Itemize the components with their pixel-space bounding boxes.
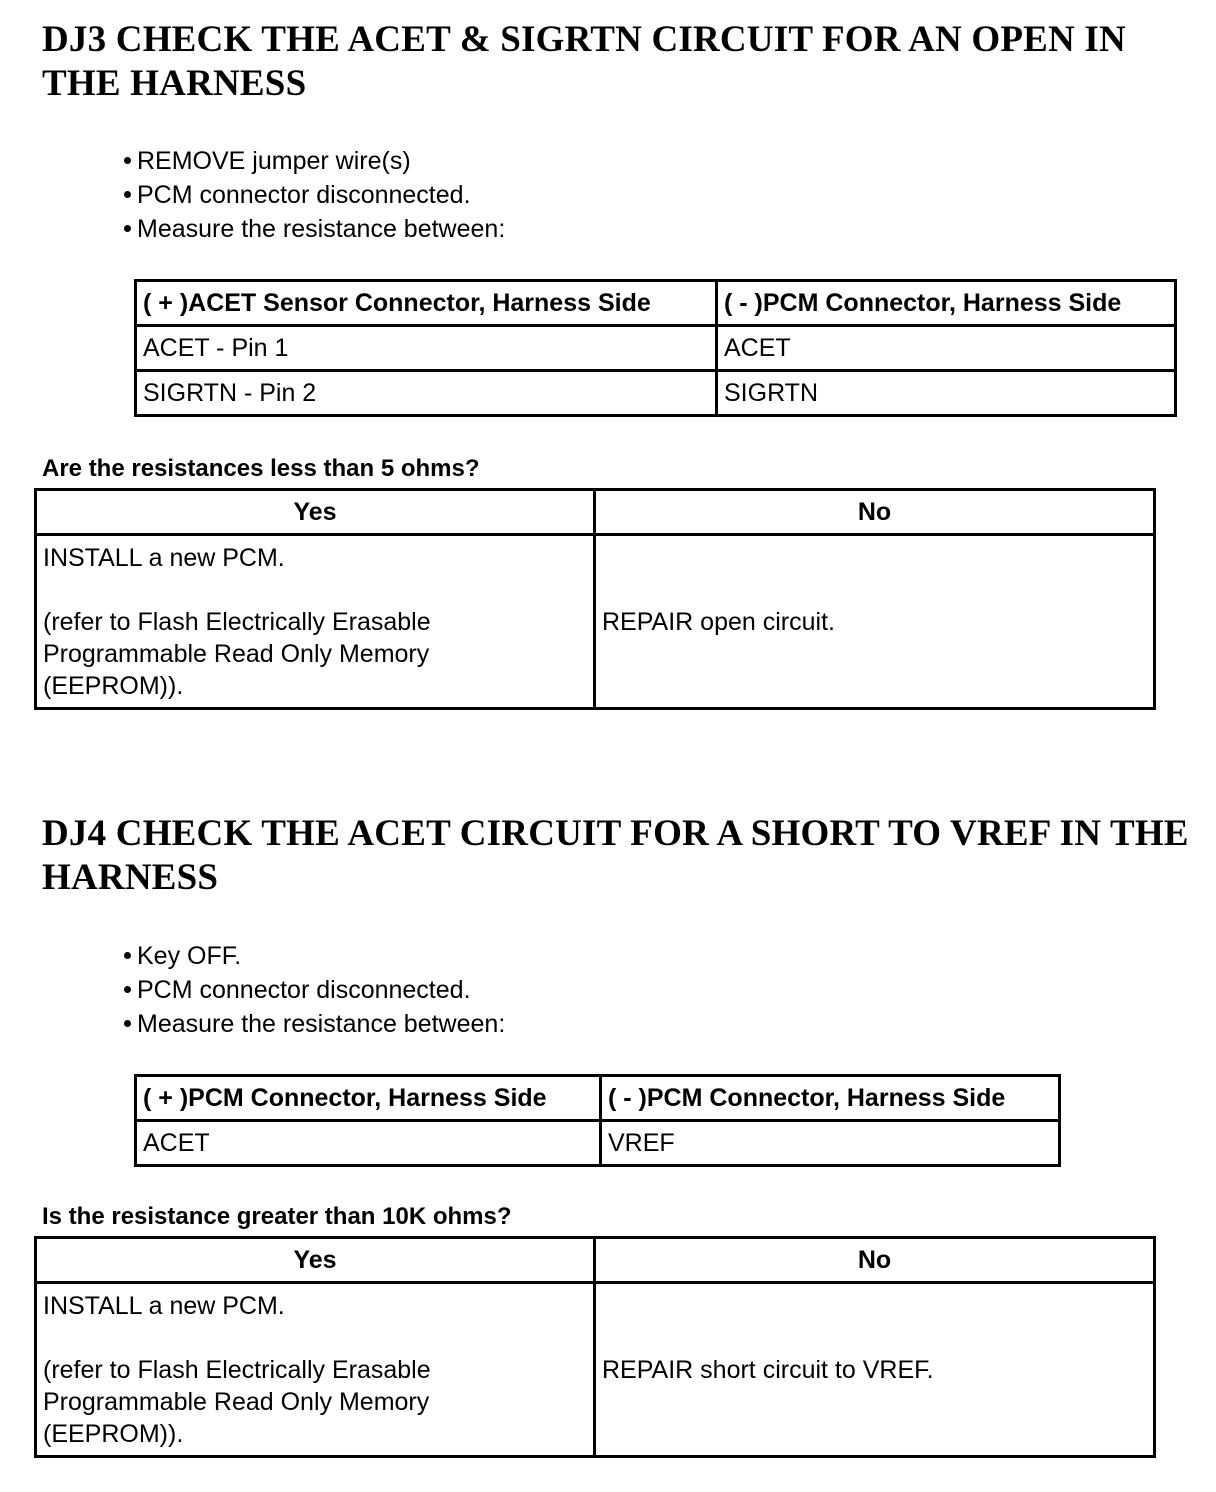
list-item: PCM connector disconnected. bbox=[124, 973, 505, 1007]
table-row bbox=[36, 535, 1155, 709]
table-row bbox=[136, 1121, 1060, 1166]
yes-header: Yes bbox=[36, 490, 595, 535]
table-header-cell: ( + )ACET Sensor Connector, Harness Side bbox=[136, 281, 717, 326]
bullet-icon bbox=[124, 157, 131, 164]
dj3-question: Are the resistances less than 5 ohms? bbox=[42, 455, 480, 482]
table-header-cell: ( - )PCM Connector, Harness Side bbox=[717, 281, 1176, 326]
dj4-steps bbox=[124, 939, 505, 1041]
dj4-title: DJ4 CHECK THE ACET CIRCUIT FOR A SHORT TO VREF IN THE HARNESS bbox=[42, 813, 1189, 898]
list-item: Key OFF. bbox=[124, 939, 505, 973]
dj3-title: DJ3 CHECK THE ACET & SIGRTN CIRCUIT FOR AN OPEN IN THE HARNESS bbox=[42, 19, 1126, 104]
table-cell: ACET bbox=[136, 1121, 601, 1166]
list-item: Measure the resistance between: bbox=[124, 212, 505, 246]
no-cell: REPAIR short circuit to VREF. bbox=[595, 1283, 1155, 1457]
no-header: No bbox=[595, 1238, 1155, 1283]
table-header-row bbox=[36, 490, 1155, 535]
table-header-row bbox=[36, 1238, 1155, 1283]
yes-action: INSTALL a new PCM. bbox=[43, 1292, 285, 1320]
table-header-row bbox=[136, 1076, 1060, 1121]
list-item: Measure the resistance between: bbox=[124, 1007, 505, 1041]
bullet-icon bbox=[124, 952, 131, 959]
table-cell: SIGRTN - Pin 2 bbox=[136, 371, 717, 416]
dj4-question: Is the resistance greater than 10K ohms? bbox=[42, 1203, 512, 1230]
table-header-cell: ( + )PCM Connector, Harness Side bbox=[136, 1076, 601, 1121]
dj4-measure-table bbox=[134, 1074, 1061, 1167]
bullet-icon bbox=[124, 191, 131, 198]
no-header: No bbox=[595, 490, 1155, 535]
table-cell: VREF bbox=[601, 1121, 1060, 1166]
yes-reference: (refer to Flash Electrically Erasable Programmable Read Only Memory (EEPROM)). bbox=[43, 1356, 431, 1448]
yes-cell bbox=[36, 1283, 595, 1457]
dj3-measure-table bbox=[134, 279, 1177, 417]
table-cell: ACET bbox=[717, 326, 1176, 371]
dj4-decision-table bbox=[34, 1236, 1156, 1458]
yes-header: Yes bbox=[36, 1238, 595, 1283]
table-row bbox=[36, 1283, 1155, 1457]
table-row bbox=[136, 371, 1176, 416]
table-header-row bbox=[136, 281, 1176, 326]
yes-cell bbox=[36, 535, 595, 709]
dj3-steps bbox=[124, 144, 505, 246]
table-cell: ACET - Pin 1 bbox=[136, 326, 717, 371]
bullet-icon bbox=[124, 225, 131, 232]
no-cell: REPAIR open circuit. bbox=[595, 535, 1155, 709]
list-item: REMOVE jumper wire(s) bbox=[124, 144, 505, 178]
table-cell: SIGRTN bbox=[717, 371, 1176, 416]
table-header-cell: ( - )PCM Connector, Harness Side bbox=[601, 1076, 1060, 1121]
bullet-icon bbox=[124, 1020, 131, 1027]
dj3-decision-table bbox=[34, 488, 1156, 710]
bullet-icon bbox=[124, 986, 131, 993]
yes-action: INSTALL a new PCM. bbox=[43, 544, 285, 572]
list-item: PCM connector disconnected. bbox=[124, 178, 505, 212]
yes-reference: (refer to Flash Electrically Erasable Programmable Read Only Memory (EEPROM)). bbox=[43, 608, 431, 700]
table-row bbox=[136, 326, 1176, 371]
